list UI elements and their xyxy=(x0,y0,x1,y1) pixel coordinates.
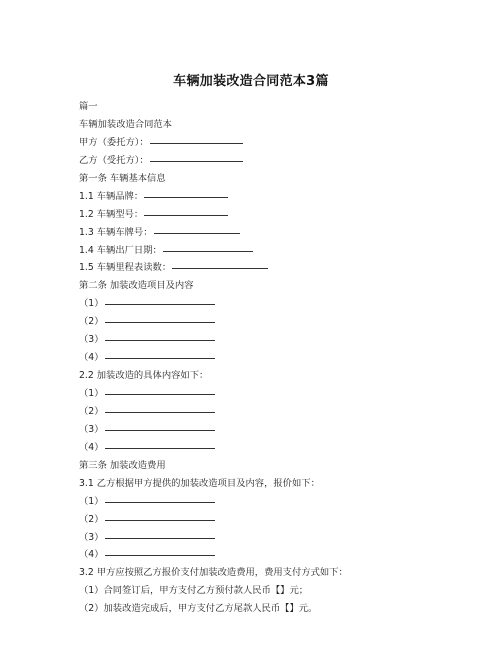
fill-in-blank xyxy=(105,554,215,556)
form-field-line xyxy=(79,349,479,367)
fill-in-blank xyxy=(172,267,268,269)
fill-in-blank xyxy=(150,160,243,162)
line-text: （1） xyxy=(79,298,104,310)
form-field-line xyxy=(79,206,479,224)
form-field-line xyxy=(79,242,479,260)
text-line xyxy=(79,170,479,188)
line-text: （3） xyxy=(79,531,104,543)
text-line xyxy=(79,600,479,618)
form-field-line xyxy=(79,385,479,403)
line-text: （4） xyxy=(79,441,104,453)
line-text: （4） xyxy=(79,549,104,561)
line-text: （2）加装改造完成后，甲方支付乙方尾款人民币【】元。 xyxy=(79,603,318,615)
form-field-line xyxy=(79,529,479,547)
form-field-line xyxy=(79,439,479,457)
line-text: （3） xyxy=(79,423,104,435)
form-field-line xyxy=(79,493,479,511)
line-text: （2） xyxy=(79,513,104,525)
fill-in-blank xyxy=(150,142,243,144)
fill-in-blank xyxy=(105,519,215,521)
line-text: （2） xyxy=(79,316,104,328)
text-line xyxy=(79,457,479,475)
fill-in-blank xyxy=(163,250,253,252)
line-text: 车辆加装改造合同范本 xyxy=(79,118,172,130)
form-field-line xyxy=(79,295,479,313)
text-line xyxy=(79,98,479,116)
document-title: 车辆加装改造合同范本3篇 xyxy=(173,74,329,89)
text-line xyxy=(79,475,479,493)
fill-in-blank xyxy=(105,393,215,395)
line-text: 1.4 车辆出厂日期： xyxy=(79,244,162,256)
document-body xyxy=(79,98,479,618)
fill-in-blank xyxy=(144,214,228,216)
line-text: （1）合同签订后，甲方支付乙方预付款人民币【】元； xyxy=(79,585,309,597)
form-field-line xyxy=(79,259,479,277)
line-text: 2.2 加装改造的具体内容如下： xyxy=(79,370,209,382)
line-text: 1.1 车辆品牌： xyxy=(79,190,144,202)
line-text: （3） xyxy=(79,334,104,346)
line-text: （4） xyxy=(79,352,104,364)
line-text: 甲方（委托方）： xyxy=(79,136,149,148)
text-line xyxy=(79,277,479,295)
form-field-line xyxy=(79,511,479,529)
fill-in-blank xyxy=(154,232,240,234)
line-text: （1） xyxy=(79,495,104,507)
line-text: 第二条 加装改造项目及内容 xyxy=(79,280,194,292)
line-text: 1.5 车辆里程表读数： xyxy=(79,262,172,274)
line-text: 乙方（受托方）： xyxy=(79,154,149,166)
line-text: 1.2 车辆型号： xyxy=(79,208,144,220)
text-line xyxy=(79,564,479,582)
fill-in-blank xyxy=(105,321,215,323)
form-field-line xyxy=(79,313,479,331)
fill-in-blank xyxy=(105,303,215,305)
line-text: 3.2 甲方应按照乙方报价支付加装改造费用，费用支付方式如下： xyxy=(79,567,348,579)
line-text: 1.3 车辆车牌号： xyxy=(79,226,153,238)
fill-in-blank xyxy=(105,429,215,431)
form-field-line xyxy=(79,188,479,206)
line-text: 篇一 xyxy=(79,101,98,112)
fill-in-blank xyxy=(105,411,215,413)
text-line xyxy=(79,116,479,134)
line-text: （1） xyxy=(79,388,104,399)
fill-in-blank xyxy=(105,537,215,539)
fill-in-blank xyxy=(105,339,215,341)
text-line xyxy=(79,582,479,600)
form-field-line xyxy=(79,546,479,564)
line-text: 3.1 乙方根据甲方提供的加装改造项目及内容，报价如下： xyxy=(79,477,320,489)
fill-in-blank xyxy=(105,357,215,359)
text-line xyxy=(79,367,479,385)
form-field-line xyxy=(79,421,479,439)
fill-in-blank xyxy=(144,196,228,198)
line-text: 第一条 车辆基本信息 xyxy=(79,172,166,184)
fill-in-blank xyxy=(105,501,215,503)
fill-in-blank xyxy=(105,447,215,449)
line-text: （2） xyxy=(79,405,104,417)
line-text: 第三条 加装改造费用 xyxy=(79,459,166,471)
form-field-line xyxy=(79,403,479,421)
form-field-line xyxy=(79,224,479,242)
form-field-line xyxy=(79,331,479,349)
form-field-line xyxy=(79,152,479,170)
form-field-line xyxy=(79,134,479,152)
